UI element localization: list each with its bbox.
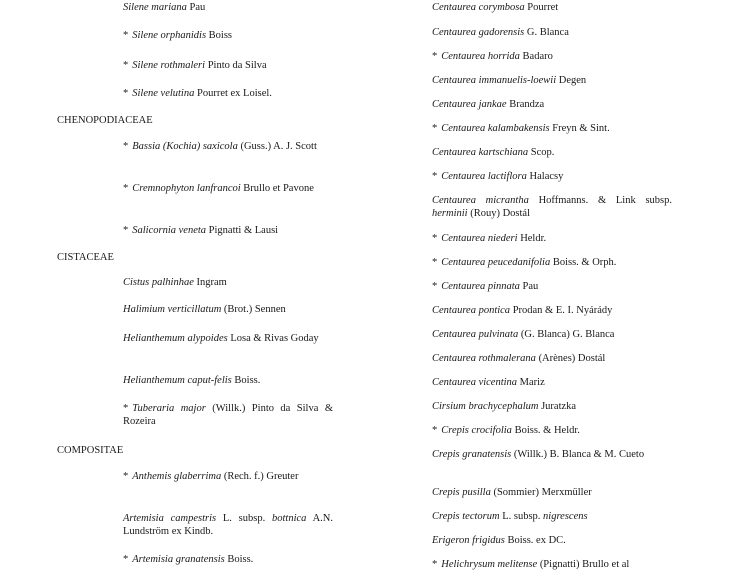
species-author: Pinto da Silva xyxy=(207,60,267,71)
species-entry xyxy=(432,510,672,523)
species-name: Cremnophyton lanfrancoi xyxy=(132,183,241,194)
endemic-asterisk: * xyxy=(432,233,438,244)
species-entry xyxy=(432,256,672,269)
species-author: Heldr. xyxy=(520,233,547,244)
species-author: Boiss. & Heldr. xyxy=(514,425,580,436)
species-name: Helianthemum alypoides xyxy=(123,333,228,344)
species-author: Prodan & E. I. Nyárády xyxy=(512,305,613,316)
species-author: Pourret ex Loisel. xyxy=(196,88,272,99)
species-name: Crepis crocifolia xyxy=(441,425,512,436)
species-name: Halimium verticillatum xyxy=(123,304,222,315)
species-author: G. Blanca xyxy=(526,27,569,38)
species-name: Silene mariana xyxy=(123,2,187,13)
species-entry xyxy=(432,534,672,547)
species-entry xyxy=(432,98,672,111)
species-entry xyxy=(432,74,672,87)
species-name: Centaurea lactiflora xyxy=(441,171,527,182)
species-author: Boiss. xyxy=(227,554,254,565)
species-author: (Willk.) B. Blanca & M. Cueto xyxy=(513,449,645,460)
species-author: Losa & Rivas Goday xyxy=(230,333,319,344)
endemic-asterisk: * xyxy=(123,30,129,41)
subspecies-author: (Rouy) Dostál xyxy=(470,208,531,219)
family-heading: CISTACEAE xyxy=(57,252,114,263)
species-name: Centaurea pontica xyxy=(432,305,511,316)
species-entry xyxy=(123,182,333,195)
endemic-asterisk: * xyxy=(123,403,129,414)
species-entry xyxy=(432,304,672,317)
endemic-asterisk: * xyxy=(432,559,438,570)
species-name: Artemisia campestris xyxy=(123,513,217,524)
species-author: (G. Blanca) G. Blanca xyxy=(520,329,615,340)
species-entry xyxy=(432,146,672,159)
endemic-asterisk: * xyxy=(123,141,129,152)
species-name: Silene orphanidis xyxy=(132,30,207,41)
species-name: Centaurea gadorensis xyxy=(432,27,525,38)
species-entry xyxy=(432,1,672,14)
species-author: Degen xyxy=(558,75,587,86)
species-author: Pau xyxy=(189,2,206,13)
family-heading: CHENOPODIACEAE xyxy=(57,115,153,126)
species-entry xyxy=(123,276,333,289)
subspecies-name: bottnica xyxy=(271,513,307,524)
endemic-asterisk: * xyxy=(123,60,129,71)
species-author: Boiss. & Orph. xyxy=(552,257,617,268)
species-entry xyxy=(432,170,672,183)
species-author: Hoffmanns. & Link subsp. xyxy=(538,195,672,206)
species-entry xyxy=(432,194,672,220)
species-name: Crepis granatensis xyxy=(432,449,512,460)
endemic-asterisk: * xyxy=(432,281,438,292)
species-name: Centaurea corymbosa xyxy=(432,2,525,13)
species-name: Centaurea niederi xyxy=(441,233,518,244)
endemic-asterisk: * xyxy=(123,183,129,194)
species-name: Silene velutina xyxy=(132,88,195,99)
species-entry xyxy=(432,26,672,39)
species-name: Cirsium brachycephalum xyxy=(432,401,539,412)
species-entry xyxy=(123,1,333,14)
species-entry xyxy=(432,376,672,389)
species-name: Crepis pusilla xyxy=(432,487,491,498)
species-entry xyxy=(123,402,333,428)
species-author: (Guss.) A. J. Scott xyxy=(240,141,317,152)
species-entry xyxy=(123,470,333,483)
species-name: Helianthemum caput-felis xyxy=(123,375,232,386)
endemic-asterisk: * xyxy=(432,257,438,268)
species-name: Crepis tectorum xyxy=(432,511,500,522)
species-name: Bassia (Kochia) saxicola xyxy=(132,141,238,152)
endemic-asterisk: * xyxy=(123,225,129,236)
species-entry xyxy=(123,332,333,345)
species-entry xyxy=(123,224,333,237)
species-name: Centaurea pinnata xyxy=(441,281,520,292)
species-name: Centaurea pulvinata xyxy=(432,329,519,340)
species-entry xyxy=(123,29,333,42)
species-author: L. subsp. xyxy=(502,511,541,522)
species-name: Centaurea immanuelis-loewii xyxy=(432,75,557,86)
species-name: Helichrysum melitense xyxy=(441,559,538,570)
species-name: Centaurea vicentina xyxy=(432,377,518,388)
species-author: Pau xyxy=(522,281,539,292)
species-author: Mariz xyxy=(519,377,545,388)
species-name: Erigeron frigidus xyxy=(432,535,505,546)
species-entry xyxy=(432,122,672,135)
species-entry xyxy=(432,400,672,413)
species-entry xyxy=(432,448,672,461)
endemic-asterisk: * xyxy=(123,471,129,482)
species-entry xyxy=(123,303,333,316)
species-name: Centaurea peucedanifolia xyxy=(441,257,551,268)
species-entry xyxy=(123,553,333,566)
species-name: Centaurea rothmalerana xyxy=(432,353,536,364)
species-entry xyxy=(432,352,672,365)
species-name: Centaurea kalambakensis xyxy=(441,123,550,134)
species-entry xyxy=(432,280,672,293)
species-entry xyxy=(432,486,672,499)
species-name: Cistus palhinhae xyxy=(123,277,194,288)
species-entry xyxy=(123,374,333,387)
species-author: (Brot.) Sennen xyxy=(223,304,286,315)
species-author: Scop. xyxy=(530,147,555,158)
family-heading: COMPOSITAE xyxy=(57,445,124,456)
species-author: Boiss. xyxy=(234,375,261,386)
species-name: Centaurea kartschiana xyxy=(432,147,529,158)
species-author: Ingram xyxy=(196,277,227,288)
species-author: (Pignatti) Brullo et al xyxy=(539,559,630,570)
species-entry xyxy=(123,140,333,153)
species-name: Artemisia granatensis xyxy=(132,554,225,565)
subspecies-name: nigrescens xyxy=(543,511,588,522)
species-name: Centaurea horrida xyxy=(441,51,520,62)
endemic-asterisk: * xyxy=(432,425,438,436)
species-author: Brandza xyxy=(509,99,545,110)
species-entry xyxy=(123,59,333,72)
species-name: Centaurea micrantha xyxy=(432,195,529,206)
species-author: Pourret xyxy=(527,2,559,13)
species-entry xyxy=(432,558,672,571)
endemic-asterisk: * xyxy=(123,88,129,99)
endemic-asterisk: * xyxy=(432,123,438,134)
species-author: (Arènes) Dostál xyxy=(538,353,606,364)
species-name: Salicornia veneta xyxy=(132,225,207,236)
species-name: Tuberaria major xyxy=(132,403,206,414)
species-author: Pignatti & Lausi xyxy=(208,225,279,236)
species-author: (Rech. f.) Greuter xyxy=(223,471,299,482)
species-name: Centaurea jankae xyxy=(432,99,507,110)
species-author: Boiss. ex DC. xyxy=(507,535,566,546)
subspecies-author: A.N. Lundström ex Kindb. xyxy=(123,513,334,537)
species-entry xyxy=(123,512,333,538)
species-author: Halacsy xyxy=(529,171,564,182)
endemic-asterisk: * xyxy=(123,554,129,565)
species-author: (Willk.) Pinto da Silva & Rozeira xyxy=(123,403,333,427)
species-author: Juratzka xyxy=(541,401,577,412)
species-author: Freyn & Sint. xyxy=(552,123,610,134)
species-entry xyxy=(432,328,672,341)
species-author: Badaro xyxy=(522,51,553,62)
subspecies-name: herminii xyxy=(432,208,468,219)
species-name: Anthemis glaberrima xyxy=(132,471,222,482)
endemic-asterisk: * xyxy=(432,51,438,62)
species-author: Boiss xyxy=(208,30,233,41)
species-entry xyxy=(432,50,672,63)
species-entry xyxy=(432,232,672,245)
species-author: L. subsp. xyxy=(222,513,266,524)
species-name: Silene rothmaleri xyxy=(132,60,206,71)
species-author: Brullo et Pavone xyxy=(243,183,314,194)
species-entry xyxy=(432,424,672,437)
endemic-asterisk: * xyxy=(432,171,438,182)
species-entry xyxy=(123,87,333,100)
species-author: (Sommier) Merxmüller xyxy=(493,487,592,498)
